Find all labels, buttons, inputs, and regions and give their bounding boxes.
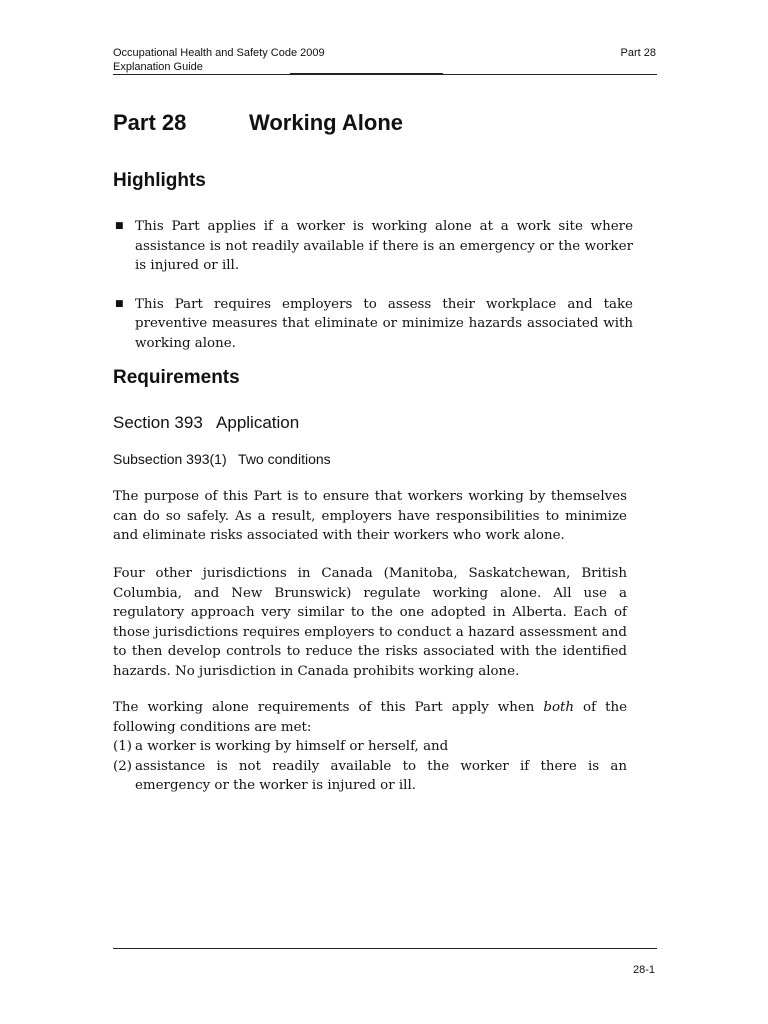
paragraph-conditions bbox=[113, 698, 627, 796]
doc-title: Occupational Health and Safety Code 2009 bbox=[113, 47, 325, 59]
requirements-heading: Requirements bbox=[113, 367, 240, 388]
part-number: Part 28 bbox=[113, 110, 187, 135]
doc-subtitle: Explanation Guide bbox=[113, 61, 203, 73]
running-header bbox=[113, 46, 325, 74]
condition-item: (1) a worker is working by himself or herself, and bbox=[113, 739, 449, 754]
conditions-intro: The working alone requirements of this Part apply when both of the following conditions are met: bbox=[113, 700, 627, 735]
header-part-label: Part 28 bbox=[620, 47, 656, 59]
paragraph-jurisdictions: Four other jurisdictions in Canada (Manitoba, Saskatchewan, British Columbia, and New Brunswick) regulate working alone. All use a regulatory approach very similar to the one adopted in Alberta. Each of those jurisdictions requires employers to conduct a hazard assessment and to then develop controls to reduce the risks associated with the identified hazards. No jurisdiction in Canada prohibits working alone. bbox=[113, 566, 627, 679]
highlight-item: ■ This Part requires employers to assess their workplace and take preventive measures that eliminate or minimize hazards associated with working alone. bbox=[115, 296, 633, 351]
subsection-heading: Subsection 393(1) Two conditions bbox=[113, 451, 331, 467]
footer-rule bbox=[113, 948, 657, 949]
condition-item: (2) assistance is not readily available to the worker if there is an emergency or the worker is injured or ill. bbox=[113, 758, 627, 793]
highlight-item: ■ This Part applies if a worker is working alone at a work site where assistance is not readily available if there is an emergency or the worker is injured or ill. bbox=[115, 219, 633, 273]
page-number: 28-1 bbox=[632, 964, 655, 976]
highlights-heading: Highlights bbox=[113, 170, 206, 191]
header-rule-accent bbox=[290, 73, 443, 75]
section-heading: Section 393 Application bbox=[113, 413, 300, 432]
bullet-icon: ■ bbox=[115, 221, 124, 231]
bullet-icon: ■ bbox=[115, 298, 124, 309]
paragraph-purpose: The purpose of this Part is to ensure that workers working by themselves can do so safely. As a result, employers have responsibilities to minimize and eliminate risks associated with their workers who work alone. bbox=[113, 489, 627, 543]
highlights-list bbox=[113, 217, 633, 353]
part-title: Working Alone bbox=[249, 110, 403, 135]
